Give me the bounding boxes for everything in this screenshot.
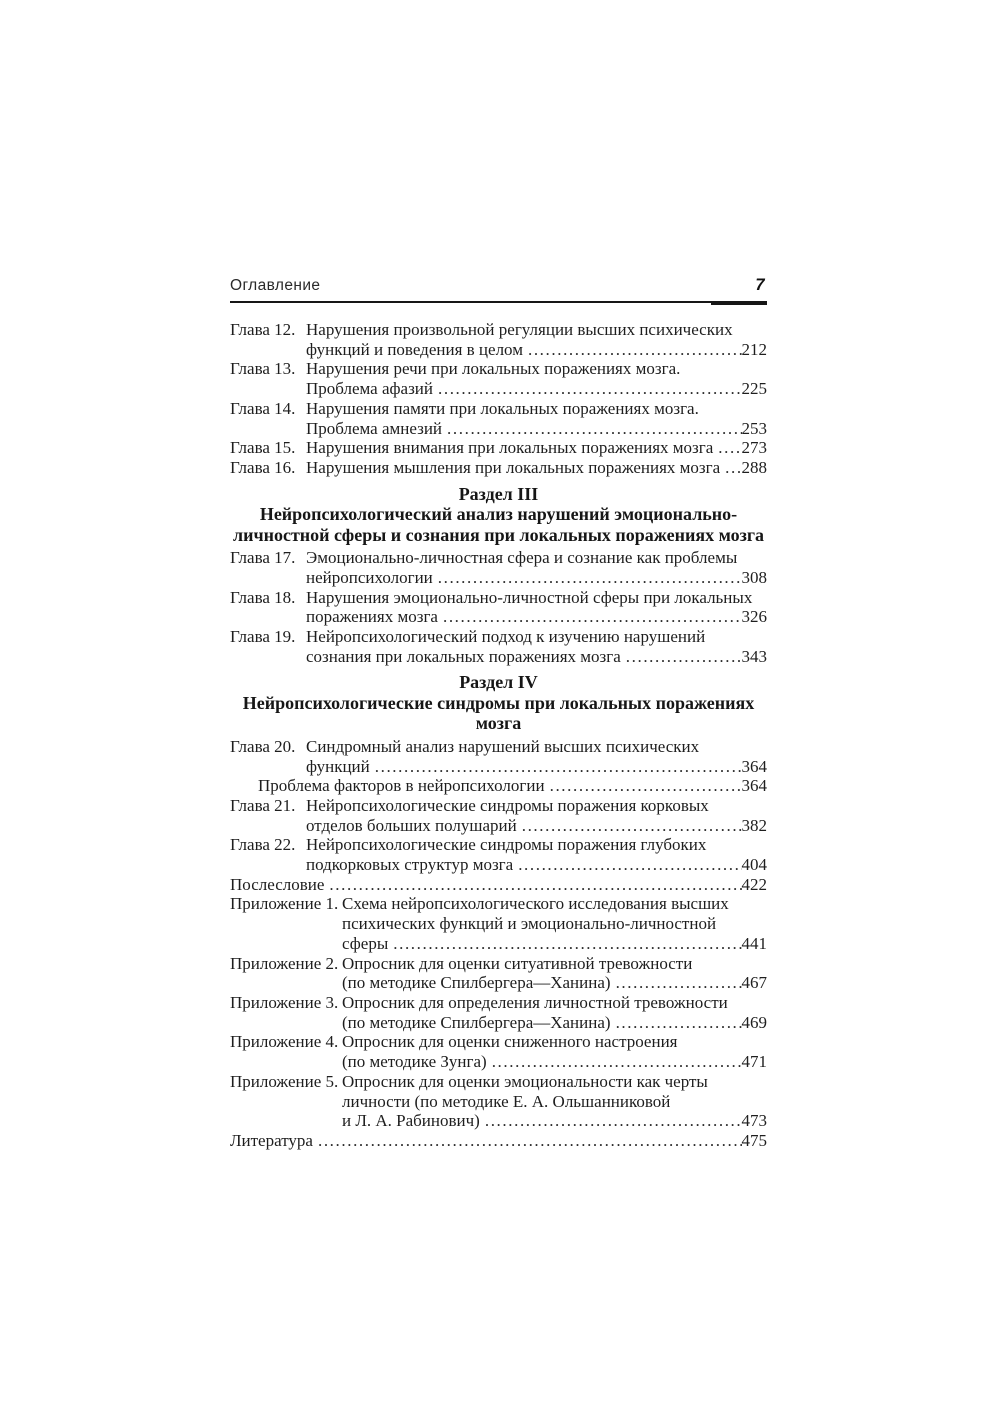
entry-label: Приложение 3.: [230, 992, 339, 1012]
toc-entry-afterword: [230, 875, 767, 895]
dot-leader: [487, 1052, 742, 1072]
page-ref: 475: [741, 1130, 767, 1150]
toc-page: [230, 276, 767, 1151]
entry-title-line: Опросник для оценки ситуативной тревожности: [342, 953, 693, 973]
toc-entry-chapter-15: [230, 438, 767, 458]
page-ref: 364: [741, 756, 767, 776]
entry-title-line: Опросник для оценки сниженного настроения: [342, 1032, 678, 1052]
entry-title-line: нейропсихологии: [306, 567, 433, 587]
page-ref: 225: [741, 379, 767, 399]
page-ref: 326: [741, 607, 767, 627]
entry-label: Глава 13.: [230, 359, 296, 379]
entry-title-line: функций и поведения в целом: [306, 339, 523, 359]
toc-entry-appendix-4: [230, 1032, 767, 1071]
toc-entry-chapter-17: [230, 548, 767, 587]
toc-entry-chapter-19: [230, 627, 767, 666]
entry-title-line: Проблема факторов в нейропсихологии: [258, 776, 545, 796]
entry-label: Приложение 4.: [230, 1032, 339, 1052]
toc-entry-chapter-20: [230, 737, 767, 776]
dot-leader: [480, 1111, 742, 1131]
page-ref: 473: [741, 1111, 767, 1131]
entry-title-line: поражениях мозга: [306, 607, 438, 627]
dot-leader: [388, 934, 741, 954]
dot-leader: [370, 757, 742, 777]
page-ref: 273: [741, 438, 767, 458]
section-number: Раздел IV: [459, 672, 538, 693]
section-heading-4: [230, 672, 767, 734]
entry-title-line: Схема нейропсихологического исследования высших: [342, 894, 729, 914]
toc-entry-chapter-12: [230, 320, 767, 359]
entry-title-line: Эмоционально-личностная сфера и сознание как проблемы: [306, 548, 738, 568]
page-ref: 467: [741, 973, 767, 993]
entry-title-line: (по методике Зунга): [342, 1052, 487, 1072]
page-ref: 364: [741, 776, 767, 796]
toc-entry-chapter-13: [230, 359, 767, 398]
entry-title-line: (по методике Спилбергера—Ханина): [342, 1012, 611, 1032]
dot-leader: [621, 647, 742, 667]
page-ref: 441: [741, 933, 767, 953]
dot-leader: [433, 379, 742, 399]
entry-title-line: Нейропсихологический подход к изучению нарушений: [306, 626, 706, 646]
entry-title-line: Нейропсихологические синдромы поражения глубоких: [306, 835, 707, 855]
toc-entry-chapter-18: [230, 588, 767, 627]
page-ref: 382: [741, 815, 767, 835]
page-ref: 469: [741, 1012, 767, 1032]
dot-leader: [720, 458, 741, 478]
section-title-line: Нейропсихологический анализ нарушений эмоционально-: [259, 504, 738, 525]
section-title-line: личностной сферы и сознания при локальных поражениях мозга: [232, 524, 765, 545]
dot-leader: [313, 1131, 742, 1151]
dot-leader: [324, 875, 741, 895]
section-heading-3: [230, 484, 767, 546]
entry-title-line: сознания при локальных поражениях мозга: [306, 646, 621, 666]
entry-label: Глава 20.: [230, 736, 296, 756]
entry-title-line: Синдромный анализ нарушений высших психических: [306, 736, 700, 756]
entry-label: Глава 19.: [230, 626, 296, 646]
dot-leader: [513, 855, 741, 875]
entry-title-line: Послесловие: [230, 874, 325, 894]
entry-label: Глава 17.: [230, 548, 296, 568]
entry-title-line: функций: [306, 756, 370, 776]
dot-leader: [611, 1013, 742, 1033]
toc-entry-chapter-21: [230, 796, 767, 835]
toc-entry-literature: [230, 1131, 767, 1151]
entry-title-line: Нарушения речи при локальных поражениях мозга.: [306, 359, 681, 379]
entry-label: Приложение 1.: [230, 894, 339, 914]
entry-title-line: Нарушения произвольной регуляции высших психических: [306, 320, 733, 339]
dot-leader: [523, 340, 742, 360]
section-number: Раздел III: [458, 483, 539, 504]
dot-leader: [442, 419, 741, 439]
entry-title-line: Нейропсихологические синдромы поражения корковых: [306, 795, 709, 815]
entry-label: Приложение 5.: [230, 1071, 339, 1091]
entry-label: Глава 21.: [230, 795, 296, 815]
section-title-line: Нейропсихологические синдромы при локальных поражениях мозга: [242, 692, 755, 734]
toc-subentry-problema-faktorov: [230, 776, 767, 796]
page-number: 7: [755, 276, 765, 294]
entry-title-line: подкорковых структур мозга: [306, 855, 514, 875]
entry-label: Глава 18.: [230, 587, 296, 607]
dot-leader: [433, 568, 742, 588]
entry-title-line: Проблема амнезий: [306, 418, 443, 438]
page-ref: 422: [741, 874, 767, 894]
entry-label: Глава 15.: [230, 438, 296, 458]
entry-title-line: Нарушения мышления при локальных поражениях мозга: [306, 457, 721, 477]
dot-leader: [713, 438, 741, 458]
entry-title-line: и Л. А. Рабинович): [342, 1111, 480, 1131]
entry-title-line: Литература: [230, 1130, 313, 1150]
entry-title-line: личности (по методике Е. А. Ольшанниковой: [342, 1091, 671, 1111]
entry-label: Глава 14.: [230, 398, 296, 418]
page-ref: 212: [741, 339, 767, 359]
toc-entry-chapter-14: [230, 399, 767, 438]
entry-title-line: Опросник для оценки эмоциональности как черты: [342, 1071, 708, 1091]
entry-title-line: отделов больших полушарий: [306, 815, 517, 835]
toc-entry-appendix-2: [230, 954, 767, 993]
running-head-title: Оглавление: [230, 277, 321, 294]
entry-label: Приложение 2.: [230, 953, 339, 973]
table-of-contents: [230, 320, 767, 1151]
entry-title-line: Опросник для определения личностной тревожности: [342, 992, 728, 1012]
entry-title-line: сферы: [342, 933, 389, 953]
page-ref: 404: [741, 855, 767, 875]
page-ref: 308: [741, 567, 767, 587]
page-ref: 288: [741, 457, 767, 477]
toc-entry-appendix-1: [230, 894, 767, 953]
page-ref: 343: [741, 646, 767, 666]
dot-leader: [611, 973, 742, 993]
entry-title-line: Нарушения памяти при локальных поражениях мозга.: [306, 398, 699, 418]
entry-title-line: психических функций и эмоционально-личностной: [342, 914, 717, 934]
entry-title-line: Нарушения эмоционально-личностной сферы при локальных: [306, 587, 753, 607]
running-head: [230, 276, 767, 303]
entry-label: Глава 12.: [230, 320, 296, 339]
toc-entry-appendix-3: [230, 993, 767, 1032]
dot-leader: [517, 816, 742, 836]
dot-leader: [545, 776, 742, 796]
dot-leader: [438, 607, 742, 627]
entry-title-line: (по методике Спилбергера—Ханина): [342, 973, 611, 993]
page-ref: 471: [741, 1052, 767, 1072]
entry-label: Глава 16.: [230, 457, 296, 477]
toc-entry-chapter-16: [230, 458, 767, 478]
toc-entry-appendix-5: [230, 1072, 767, 1131]
entry-title-line: Нарушения внимания при локальных поражениях мозга: [306, 438, 714, 458]
entry-title-line: Проблема афазий: [306, 379, 433, 399]
toc-entry-chapter-22: [230, 835, 767, 874]
entry-label: Глава 22.: [230, 835, 296, 855]
page-ref: 253: [741, 418, 767, 438]
